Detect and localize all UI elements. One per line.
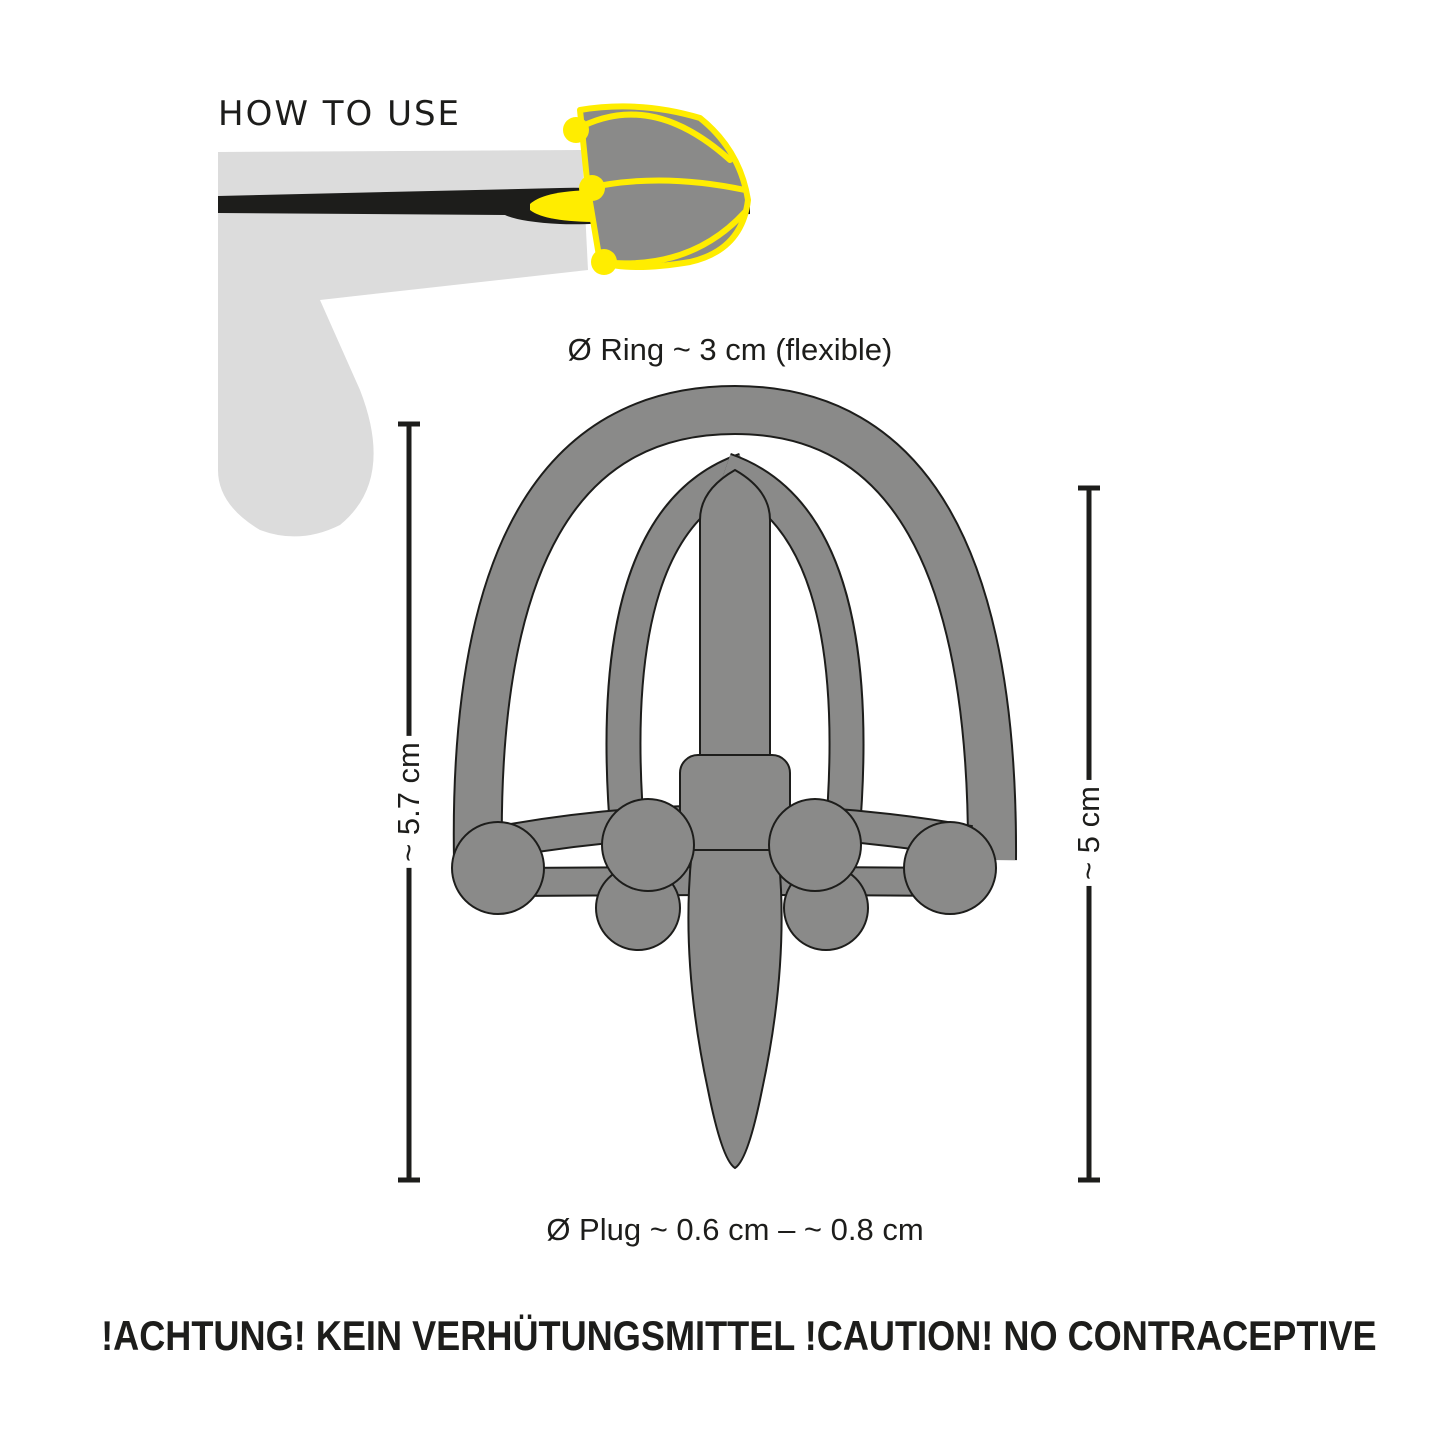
- cage-height-label: ~ 5 cm: [1071, 780, 1107, 886]
- plug-shaft-upper: [700, 470, 770, 760]
- bead-inner-right: [769, 799, 861, 891]
- product-plug: [680, 470, 790, 1168]
- warning-text: !ACHTUNG! KEIN VERHÜTUNGSMITTEL !CAUTION! NO CONTRACEPTIVE: [101, 1312, 1377, 1359]
- plug-tip: [688, 850, 781, 1168]
- bead-outer-right: [904, 822, 996, 914]
- ring-diameter-label: Ø Ring ~ 3 cm (flexible): [567, 332, 893, 367]
- usage-illustration: [218, 106, 750, 536]
- cage-node-top: [563, 117, 589, 143]
- cage-node-bottom: [591, 249, 617, 275]
- bead-inner-left: [602, 799, 694, 891]
- plug-diameter-label: Ø Plug ~ 0.6 cm – ~ 0.8 cm: [546, 1212, 924, 1247]
- cage-node-middle: [579, 175, 605, 201]
- total-height-label: ~ 5.7 cm: [391, 736, 427, 868]
- how-to-use-heading: HOW TO USE: [218, 94, 462, 134]
- bead-outer-left: [452, 822, 544, 914]
